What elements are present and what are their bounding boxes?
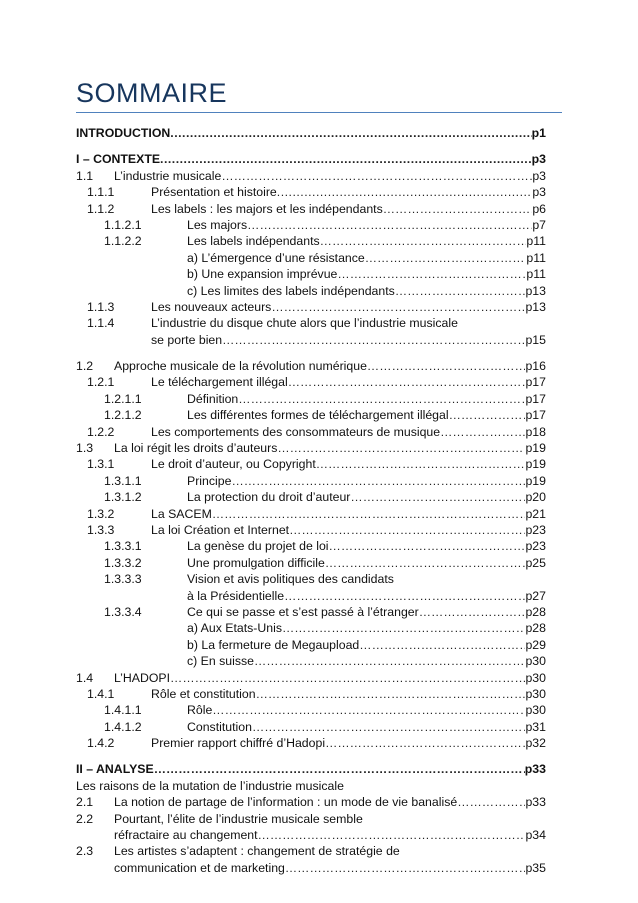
toc-entry: [76, 168, 546, 184]
toc-entry: [76, 588, 546, 604]
dot-leader: [365, 250, 527, 266]
dot-leader: [277, 184, 533, 200]
section-gap: [76, 751, 546, 761]
dot-leader: [383, 201, 533, 217]
toc-entry-label: La genèse du projet de loi: [187, 539, 329, 554]
dot-leader: [238, 391, 525, 407]
toc-entry-page: p21: [525, 506, 546, 521]
section-gap: [76, 348, 546, 358]
toc-entry: [76, 201, 546, 217]
toc-entry-label: c) Les limites des labels indépendants: [187, 283, 395, 298]
toc-entry-label: Les labels : les majors et les indépendants: [151, 201, 383, 216]
toc-entry-number: 2.1: [76, 795, 94, 810]
dot-leader: [231, 473, 525, 489]
toc-entry: [76, 794, 546, 810]
dot-leader: [329, 538, 526, 554]
dot-leader: [247, 217, 532, 233]
toc-entry-page: p30: [525, 686, 546, 701]
toc-entry-label: Approche musicale de la révolution numérique: [114, 359, 367, 374]
toc-entry-page: p33: [525, 795, 546, 810]
toc-entry-number: 1.3.1.1: [104, 473, 142, 488]
toc-entry: [76, 440, 546, 456]
dot-leader: [367, 358, 526, 374]
toc-entry-label: réfractaire au changement: [114, 828, 258, 843]
dot-leader: [258, 827, 526, 843]
dot-leader: [170, 125, 531, 141]
toc-entry: [76, 407, 546, 423]
toc-entry-label: Les artistes s’adaptent : changement de stratégie de: [114, 844, 400, 859]
toc-entry-number: 1.1.3: [87, 299, 115, 314]
toc-entry-label: Pourtant, l’élite de l’industrie musicale semble: [114, 811, 363, 826]
toc-entry-number: 1.1.4: [87, 316, 115, 331]
toc-entry-number: 1.3: [76, 441, 94, 456]
dot-leader: [457, 794, 525, 810]
toc-entry: [76, 184, 546, 200]
toc-entry: [76, 332, 546, 348]
dot-leader: [221, 168, 532, 184]
toc-entry-number: 1.1.2: [87, 201, 115, 216]
toc-entry-number: 1.3.3.1: [104, 539, 142, 554]
dot-leader: [212, 702, 525, 718]
toc-entry-label: La SACEM: [151, 506, 212, 521]
dot-leader: [320, 233, 527, 249]
toc-entry-label: L’industrie du disque chute alors que l’industrie musicale: [151, 316, 458, 331]
toc-entry-page: p3: [531, 152, 546, 167]
toc-entry-label: Le téléchargement illégal: [151, 375, 288, 390]
toc-entry-label: Les différentes formes de téléchargement illégal: [187, 408, 449, 423]
dot-leader: [350, 489, 525, 505]
toc-entry-number: 1.3.3.4: [104, 604, 142, 619]
toc-entry-page: p31: [525, 719, 546, 734]
toc-entry-label: Rôle et constitution: [151, 686, 256, 701]
toc-entry: [76, 151, 546, 167]
toc-entry-label: L’HADOPI: [114, 670, 171, 685]
toc-entry-label: c) En suisse: [187, 654, 254, 669]
toc-entry-page: p27: [525, 588, 546, 603]
toc-entry-label: Les raisons de la mutation de l’industrie musicale: [76, 778, 344, 793]
toc-entry-page: p11: [526, 234, 546, 249]
toc-entry-label: Le droit d’auteur, ou Copyright: [151, 457, 316, 472]
toc-entry-label: II – ANALYSE: [76, 762, 154, 777]
toc-entry-page: p23: [525, 522, 546, 537]
toc-entry-number: 1.4.1.1: [104, 703, 142, 718]
toc-entry-label: communication et de marketing: [114, 860, 285, 875]
toc-entry-page: p32: [525, 736, 546, 751]
dot-leader: [316, 456, 526, 472]
dot-leader: [285, 860, 526, 876]
toc-entry: [76, 217, 546, 233]
toc-entry-label: a) L’émergence d’une résistance: [187, 250, 365, 265]
toc-entry: [76, 473, 546, 489]
toc-entry-number: 2.2: [76, 811, 94, 826]
toc-entry: [76, 299, 546, 315]
toc-entry-page: p17: [525, 375, 546, 390]
dot-leader: [419, 604, 526, 620]
dot-leader: [254, 653, 525, 669]
dot-leader: [154, 761, 525, 777]
toc-entry: [76, 686, 546, 702]
toc-entry: [76, 315, 546, 331]
toc-entry-number: 1.2.2: [87, 424, 115, 439]
toc-entry-number: 1.2: [76, 359, 94, 374]
toc-entry: [76, 506, 546, 522]
dot-leader: [359, 637, 525, 653]
dot-leader: [289, 522, 525, 538]
toc-entry-label: Constitution: [187, 719, 252, 734]
toc-entry-page: p6: [532, 201, 546, 216]
toc-entry-number: 1.3.3.2: [104, 555, 142, 570]
toc-entry-page: p30: [525, 670, 546, 685]
toc-entry-label: Les comportements des consommateurs de musique: [151, 424, 441, 439]
toc-entry-number: 1.1.2.1: [104, 217, 142, 232]
toc-entry-page: p30: [525, 703, 546, 718]
section-gap: [76, 141, 546, 151]
dot-leader: [271, 299, 525, 315]
dot-leader: [395, 283, 526, 299]
table-of-contents: [76, 125, 546, 876]
toc-entry-label: Vision et avis politiques des candidats: [187, 572, 394, 587]
toc-entry-label: Premier rapport chiffré d’Hadopi: [151, 736, 326, 751]
title-underline: [76, 112, 562, 113]
dot-leader: [170, 670, 525, 686]
toc-entry: [76, 374, 546, 390]
dot-leader: [325, 555, 526, 571]
toc-entry: [76, 538, 546, 554]
toc-entry: [76, 811, 546, 827]
toc-entry-number: 1.3.3.3: [104, 572, 142, 587]
toc-entry-page: p29: [525, 637, 546, 652]
toc-entry-label: Les labels indépendants: [187, 234, 320, 249]
toc-entry: [76, 233, 546, 249]
toc-entry: [76, 702, 546, 718]
toc-entry-page: p28: [525, 621, 546, 636]
toc-entry-page: p13: [525, 299, 546, 314]
toc-entry: [76, 735, 546, 751]
toc-entry: [76, 571, 546, 587]
dot-leader: [282, 620, 525, 636]
toc-entry-page: p7: [532, 217, 546, 232]
dot-leader: [284, 588, 525, 604]
toc-entry-number: 1.1.2.2: [104, 234, 142, 249]
toc-entry: [76, 670, 546, 686]
toc-entry-label: L’industrie musicale: [114, 168, 222, 183]
toc-entry-page: p35: [525, 860, 546, 875]
toc-entry: [76, 125, 546, 141]
toc-entry-label: La protection du droit d’auteur: [187, 490, 351, 505]
toc-entry-number: 1.3.1: [87, 457, 115, 472]
toc-entry-number: 1.1.1: [87, 185, 115, 200]
toc-entry-page: p3: [532, 168, 546, 183]
toc-entry-number: 1.3.3: [87, 522, 115, 537]
toc-entry: [76, 522, 546, 538]
toc-entry-label: Présentation et histoire: [151, 185, 277, 200]
toc-entry-page: p19: [525, 457, 546, 472]
toc-entry: [76, 358, 546, 374]
toc-entry-label: Rôle: [187, 703, 213, 718]
dot-leader: [288, 374, 526, 390]
toc-entry-label: La loi Création et Internet: [151, 522, 290, 537]
toc-entry-number: 1.1: [76, 168, 94, 183]
dot-leader: [222, 332, 525, 348]
toc-entry: [76, 653, 546, 669]
dot-leader: [256, 686, 526, 702]
toc-entry-number: 1.2.1: [87, 375, 115, 390]
toc-entry-page: p11: [526, 267, 546, 282]
toc-entry-page: p17: [525, 408, 546, 423]
toc-entry-page: p16: [525, 359, 546, 374]
toc-entry-page: p17: [525, 391, 546, 406]
toc-entry-label: se porte bien: [151, 332, 223, 347]
toc-entry-page: p33: [524, 762, 546, 777]
dot-leader: [325, 735, 525, 751]
toc-entry-label: INTRODUCTION: [76, 126, 171, 140]
toc-entry-page: p11: [526, 250, 546, 265]
toc-entry-label: La loi régit les droits d’auteurs: [114, 441, 278, 456]
toc-entry: [76, 604, 546, 620]
toc-entry: [76, 860, 546, 876]
toc-entry: [76, 283, 546, 299]
toc-entry-number: 1.4.1.2: [104, 719, 142, 734]
toc-entry-number: 1.3.1.2: [104, 490, 142, 505]
toc-entry-label: I – CONTEXTE: [76, 152, 161, 167]
toc-entry: [76, 391, 546, 407]
toc-entry-number: 1.4.2: [87, 736, 115, 751]
dot-leader: [337, 266, 526, 282]
toc-entry: [76, 489, 546, 505]
toc-entry-label: Ce qui se passe et s’est passé à l’étranger: [187, 604, 419, 619]
dot-leader: [277, 440, 525, 456]
toc-entry: [76, 620, 546, 636]
toc-entry-page: p19: [525, 473, 546, 488]
dot-leader: [160, 151, 532, 167]
toc-entry-label: Définition: [187, 391, 239, 406]
toc-entry-page: p28: [525, 604, 546, 619]
toc-entry-label: Principe: [187, 473, 232, 488]
toc-entry-label: Une promulgation difficile: [187, 555, 325, 570]
toc-entry: [76, 778, 546, 794]
toc-entry: [76, 456, 546, 472]
toc-entry-page: p13: [525, 283, 546, 298]
toc-entry-label: à la Présidentielle: [187, 588, 285, 603]
toc-entry: [76, 761, 546, 777]
toc-entry-page: p15: [525, 332, 546, 347]
toc-entry: [76, 555, 546, 571]
toc-entry-label: b) Une expansion imprévue: [187, 267, 338, 282]
toc-entry-number: 1.3.2: [87, 506, 115, 521]
dot-leader: [212, 506, 526, 522]
toc-entry-label: Les majors: [187, 217, 248, 232]
toc-entry-number: 2.3: [76, 844, 94, 859]
page-title: SOMMAIRE: [76, 78, 228, 108]
toc-entry-label: Les nouveaux acteurs: [151, 299, 272, 314]
toc-entry-label: a) Aux Etats-Unis: [187, 621, 282, 636]
toc-entry-page: p30: [525, 654, 546, 669]
toc-entry: [76, 719, 546, 735]
toc-entry-label: b) La fermeture de Megaupload: [187, 637, 360, 652]
toc-entry-page: p20: [525, 490, 546, 505]
toc-entry-page: p25: [525, 555, 546, 570]
toc-entry-page: p34: [525, 828, 546, 843]
toc-entry: [76, 637, 546, 653]
toc-entry: [76, 250, 546, 266]
toc-entry-number: 1.2.1.2: [104, 408, 142, 423]
toc-entry-page: p18: [525, 424, 546, 439]
toc-entry-number: 1.4: [76, 670, 94, 685]
toc-entry-page: p19: [525, 441, 546, 456]
toc-entry-label: La notion de partage de l’information : un mode de vie banalisé: [114, 795, 458, 810]
toc-entry-page: p1: [531, 126, 546, 140]
toc-entry: [76, 424, 546, 440]
toc-entry: [76, 827, 546, 843]
toc-entry-number: 1.4.1: [87, 686, 115, 701]
dot-leader: [252, 719, 526, 735]
dot-leader: [440, 424, 525, 440]
toc-entry-number: 1.2.1.1: [104, 391, 142, 406]
dot-leader: [449, 407, 526, 423]
toc-entry-page: p23: [525, 539, 546, 554]
toc-entry: [76, 843, 546, 859]
toc-entry-page: p3: [532, 185, 546, 200]
toc-entry: [76, 266, 546, 282]
